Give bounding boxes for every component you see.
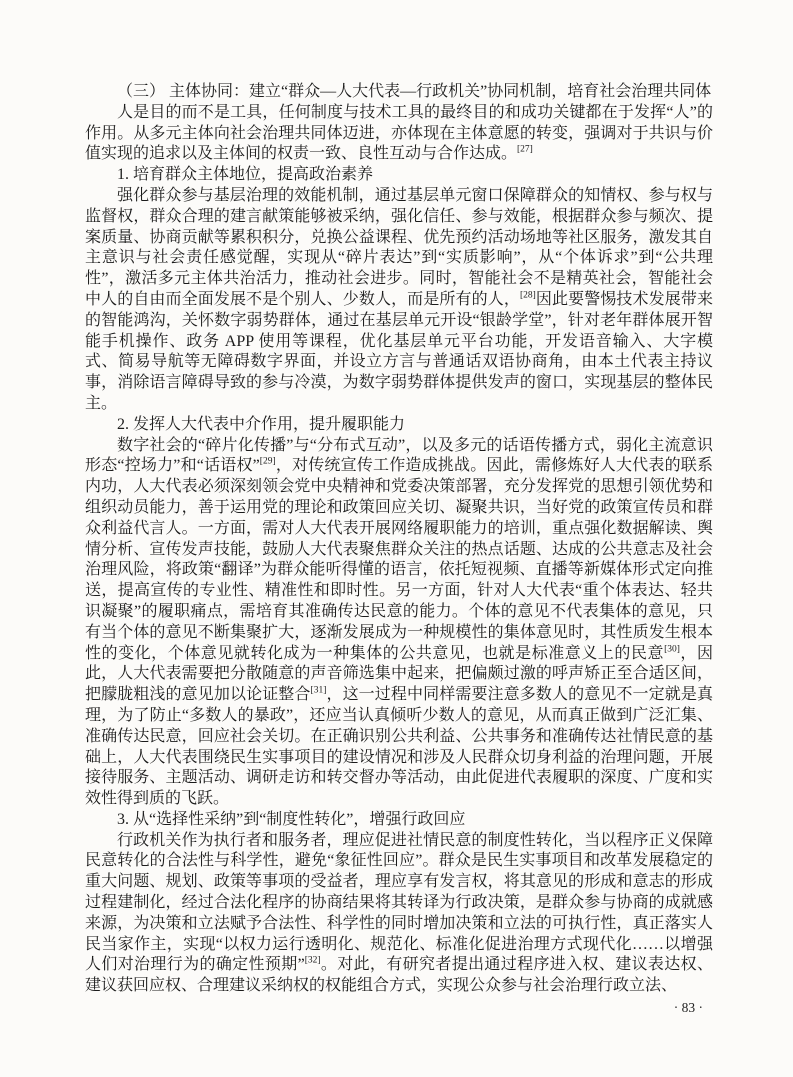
- paragraph-text: 3. 从“选择性采纳”到“制度性转化”，增强行政回应: [117, 810, 466, 828]
- body-paragraph-3: [85, 831, 713, 997]
- paragraph-text: 。对此，有研究者提出通过程序进入权、建议表达权、建议获回应权、合理建议采纳权的权能组合方式，实现公众参与社会治理行政立法、: [85, 956, 713, 995]
- citation-ref: [29]: [259, 457, 276, 468]
- page-number: · 83 ·: [673, 1000, 703, 1015]
- paragraph-text: 2. 发挥人大代表中介作用，提升履职能力: [117, 415, 406, 433]
- paragraph-text: 强化群众参与基层治理的效能机制，通过基层单元窗口保障群众的知情权、参与权与监督权，群众合理的建言献策能够被采纳，强化信任、参与效能，根据群众参与频次、提案质量、协商贡献等累积积分，兑换公益课程、优先预约活动场地等社区服务，激发其自主意识与社会责任感觉醒，实现从“碎片表达”到“实质影响”，从“个体诉求”到“公共理性”，激活多元主体共治活力，推动社会进步。同时，智能社会不是精英社会，智能社会中人的自由而全面发展不是个别人、少数人，而是所有的人，: [85, 186, 713, 308]
- paragraph-text: 行政机关作为执行者和服务者，理应促进社情民意的制度性转化，当以程序正义保障民意转化的合法性与科学性，避免“象征性回应”。群众是民生实事项目和改革发展稳定的重大问题、规划、政策等事项的受益者，理应享有发言权，将其意见的形成和意志的形成过程建制化，经过合法化程序的协商结果将其转译为行政决策，是群众参与协商的成就感来源，为决策和立法赋予合法性、科学性的同时增加决策和立法的可执行性，真正落实人民当家作主，实现“以权力运行透明化、规范化、标准化促进治理方式现代化……以增强人们对治理行为的确定性预期”: [85, 831, 713, 974]
- paragraph-text: ，对传统宣传工作造成挑战。因此，需修炼好人大代表的联系内功，人大代表必须深刻领会党中央精神和党委决策部署，充分发挥党的思想引领优势和组织动员能力，善于运用党的理论和政策回应关切、凝聚共识，当好党的政策宣传员和群众利益代言人。一方面，需对人大代表开展网络履职能力的培训，重点强化数据解读、舆情分析、宣传发声技能，鼓励人大代表聚焦群众关注的热点话题、达成的公共意志及社会治理风险，将政策“翻译”为群众能听得懂的语言，依托短视频、直播等新媒体形式定向推送，提高宣传的专业性、精准性和即时性。另一方面，针对人大代表“重个体表达、轻共识凝聚”的履职痛点，需培育其准确传达民意的能力。个体的意见不代表集体的意见，只有当个体的意见不断集聚扩大，逐渐发展成为一种规模性的集体意见时，其性质发生根本性的变化，个体意见就转化成为一种集体的公共意见，也就是标准意义上的民意: [85, 457, 713, 662]
- paragraph-text: ，因此，人大代表需要把分散随意的声音筛选集中起来，把偏颇过激的呼声矫正至合适区间，把朦胧粗浅的意见加以论证整合: [85, 644, 713, 704]
- paragraph-text: （三） 主体协同：建立“群众—人大代表—行政机关”协同机制，培育社会治理共同体: [117, 83, 712, 100]
- citation-ref: [27]: [517, 145, 533, 156]
- body-paragraph-1: [85, 186, 713, 415]
- body-paragraph-intro: [85, 103, 713, 165]
- paragraph-text: 因此要警惕技术发展带来的智能鸿沟，关怀数字弱势群体，通过在基层单元开设“银龄学堂”，针对老年群体展开智能手机操作、政务 APP 使用等课程，优化基层单元平台功能，开发语音输入、大字模式、简易导航等无障碍数字界面，并设立方言与普通话双语协商角，由本土代表主持议事，消除语言障碍导致的参与冷漠，为数字弱势群体提供发声的窗口，实现基层的整体民主。: [85, 290, 713, 412]
- sub-heading-1: [85, 165, 713, 186]
- paragraph-text: 1. 培育群众主体地位，提高政治素养: [117, 166, 374, 184]
- sub-heading-3: [85, 810, 713, 831]
- sub-heading-2: [85, 415, 713, 436]
- citation-ref: [31]: [310, 685, 327, 696]
- section-heading: [85, 82, 713, 103]
- citation-ref: [28]: [519, 290, 536, 301]
- paragraph-text: 数字社会的“碎片化传播”与“分布式互动”，以及多元的话语传播方式，弱化主流意识形态“控场力”和“话语权”: [85, 436, 713, 475]
- paragraph-text: ，这一过程中同样需要注意多数人的意见不一定就是真理，为了防止“多数人的暴政”，还应当认真倾听少数人的意见，从而真正做到广泛汇集、准确传达民意，回应社会关切。在正确识别公共利益、公共事务和准确传达社情民意的基础上，人大代表围绕民生实事项目的建设情况和涉及人民群众切身利益的治理问题，开展接待服务、主题活动、调研走访和转交督办等活动，由此促进代表履职的深度、广度和实效性得到质的飞跃。: [85, 686, 713, 808]
- citation-ref: [32]: [304, 956, 321, 967]
- document-body: [85, 82, 713, 997]
- body-paragraph-2: [85, 436, 713, 810]
- paragraph-text: 人是目的而不是工具，任何制度与技术工具的最终目的和成功关键都在于发挥“人”的作用。从多元主体向社会治理共同体迈进，亦体现在主体意愿的转变，强调对于共识与价值实现的追求以及主体间的权责一致、良性互动与合作达成。: [85, 103, 713, 163]
- citation-ref: [30]: [664, 644, 680, 655]
